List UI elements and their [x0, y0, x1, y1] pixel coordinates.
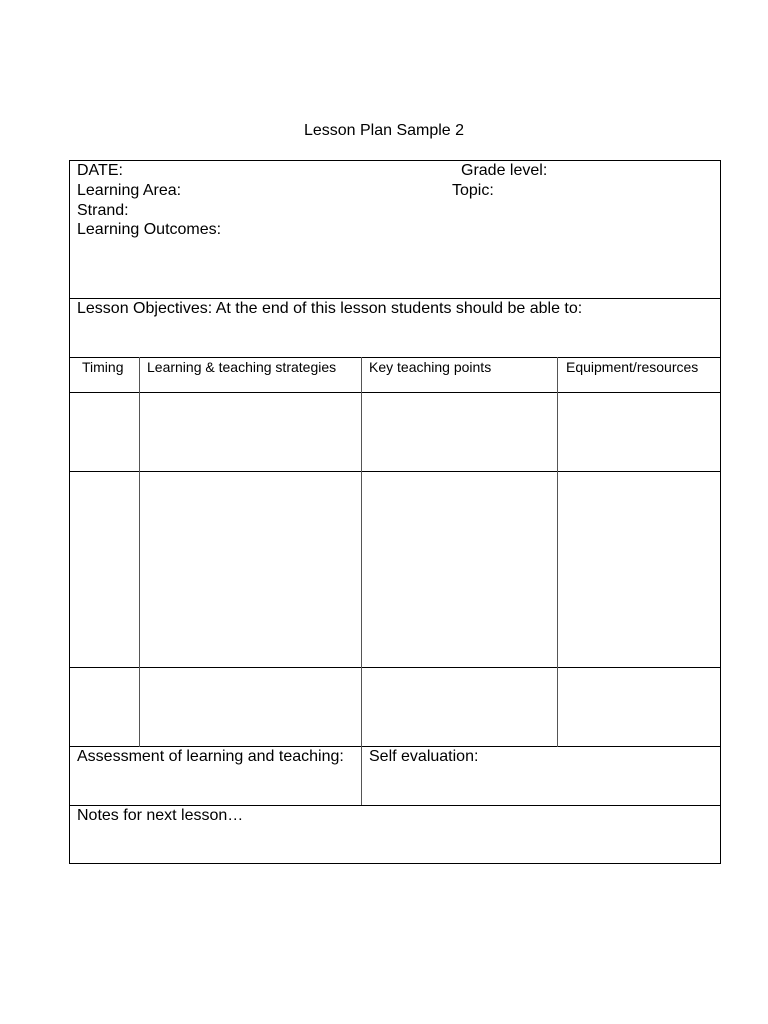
divider-col-3 [557, 357, 558, 747]
column-header-timing: Timing [82, 359, 124, 375]
self-evaluation-label: Self evaluation: [369, 748, 479, 765]
divider-row-2 [70, 667, 720, 668]
divider-col-1 [139, 357, 140, 747]
learning-area-label: Learning Area: [77, 182, 182, 199]
notes-label: Notes for next lesson… [77, 807, 244, 824]
lesson-objectives-label: Lesson Objectives: At the end of this lesson students should be able to: [77, 300, 583, 317]
topic-label: Topic: [452, 182, 494, 199]
document-title: Lesson Plan Sample 2 [303, 122, 465, 139]
column-header-strategies: Learning & teaching strategies [147, 359, 337, 375]
assessment-label: Assessment of learning and teaching: [77, 748, 344, 765]
strand-label: Strand: [77, 202, 129, 219]
date-label: DATE: [77, 162, 123, 179]
divider-objectives [70, 357, 720, 358]
column-header-key-points: Key teaching points [369, 359, 492, 375]
grade-level-label: Grade level: [461, 162, 548, 179]
divider-col-2 [361, 357, 362, 805]
lesson-plan-table [69, 160, 721, 864]
learning-outcomes-label: Learning Outcomes: [77, 221, 222, 238]
column-header-equipment: Equipment/resources [566, 359, 699, 375]
divider-column-headers [70, 392, 720, 393]
divider-row-1 [70, 471, 720, 472]
